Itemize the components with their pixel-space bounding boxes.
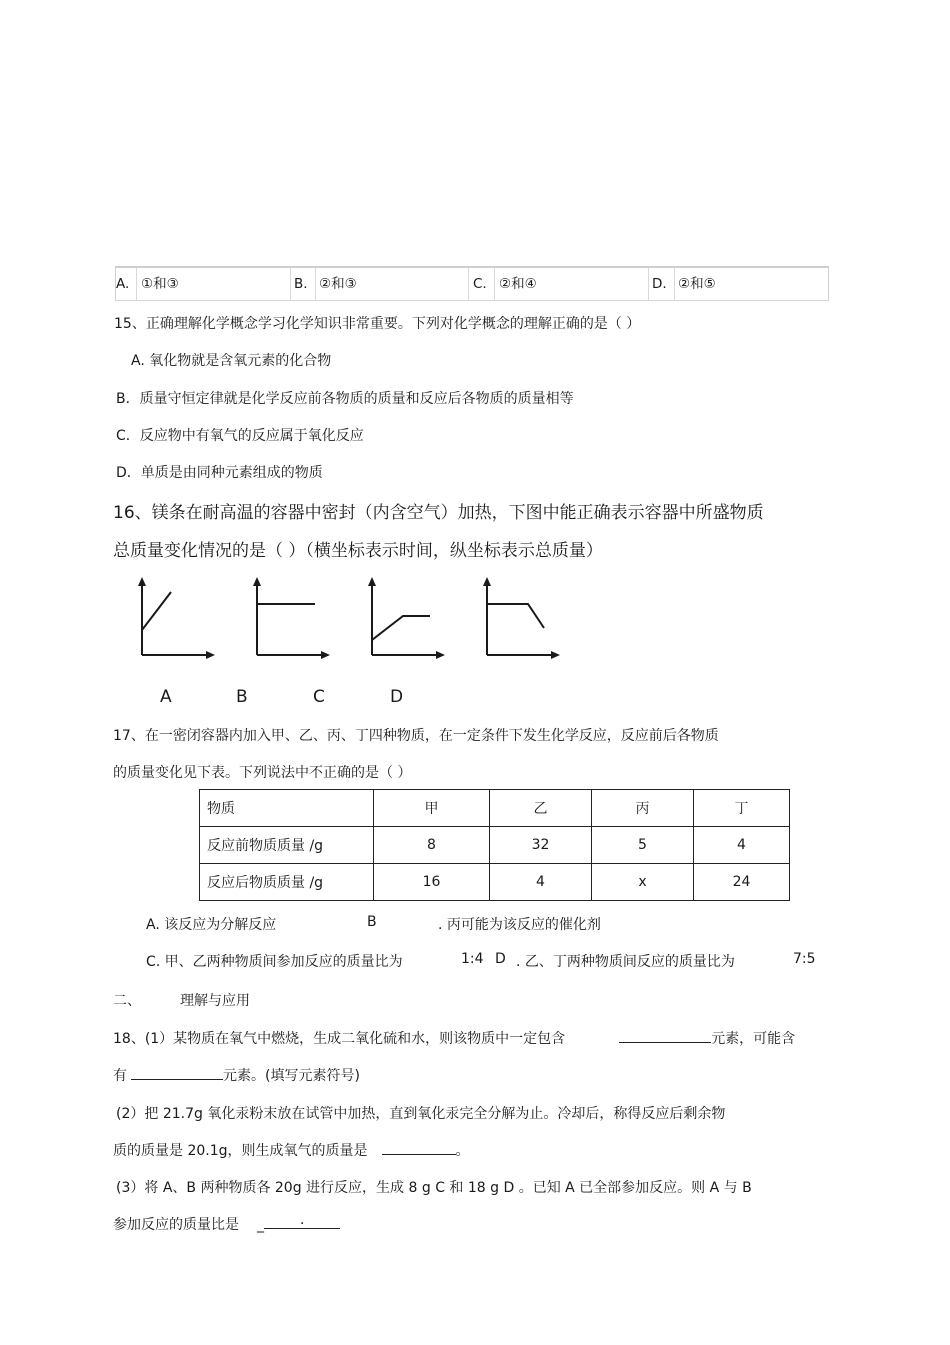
q18-p1-text-c: 有 [113, 1068, 127, 1084]
graph-a [135, 575, 215, 660]
q14-option-text: ①和③ [141, 276, 179, 292]
q17-option-d-text: . 乙、丁两种物质间反应的质量比为 [516, 954, 735, 970]
answer-blank[interactable] [619, 1028, 711, 1043]
answer-blank[interactable] [382, 1140, 456, 1155]
table-cell: 反应后物质质量 /g [200, 864, 374, 901]
table-header-cell: 丙 [592, 790, 694, 827]
q14-option-letter: C. [473, 276, 487, 292]
q18-p2-text-b: 质的质量是 20.1g，则生成氧气的质量是 [113, 1143, 368, 1159]
answer-blank[interactable] [131, 1065, 223, 1080]
q18-p1-text-a: 18、(1）某物质在氧气中燃烧，生成二氧化硫和水，则该物质中一定包含 [113, 1031, 566, 1047]
x-arrow [436, 651, 445, 659]
section-number: 二、 [113, 993, 141, 1009]
table-cell: 4 [694, 827, 790, 864]
q14-option-letter: B. [294, 276, 308, 292]
q14-option-text: ②和④ [499, 276, 537, 292]
y-arrow [253, 577, 261, 586]
table-header-row [200, 790, 790, 827]
q14-option-letter: A. [116, 276, 130, 292]
q18-p3-text-c: _ [257, 1217, 264, 1233]
q18-p2-text-c: 。 [455, 1143, 470, 1159]
graph-label-b: B [236, 687, 248, 707]
divider [136, 268, 137, 301]
table-header-cell: 物质 [200, 790, 374, 827]
q18-p1-line2 [113, 1065, 360, 1085]
table-row [200, 827, 790, 864]
q17-option-d-letter: D [495, 951, 506, 967]
q17-option-d-ratio: 7:5 [793, 951, 816, 967]
table-cell: 8 [374, 827, 490, 864]
mass-curve [372, 616, 430, 640]
graph-label-d: D [390, 687, 404, 707]
graph-b [250, 575, 330, 660]
q15-option-b: B．质量守恒定律就是化学反应前各物质的质量和反应后各物质的质量相等 [116, 391, 574, 407]
q17-stem-line2: 的质量变化见下表。下列说法中不正确的是（ ） [113, 765, 412, 781]
mass-curve [487, 604, 544, 628]
q18-p1-text-b: 元素，可能含 [711, 1031, 796, 1047]
q18-p3-line1: (3）将 A、B 两种物质各 20g 进行反应，生成 8 g C 和 18 g D 。已知 A 已全部参加反应。则 A 与 B [116, 1180, 752, 1196]
graph-label-c: C [313, 687, 325, 707]
q17-option-b-text: . 丙可能为该反应的催化剂 [438, 917, 601, 933]
divider [468, 268, 469, 301]
q15-option-c: C．反应物中有氧气的反应属于氧化反应 [116, 428, 364, 444]
graph-c [365, 575, 445, 660]
mass-curve [142, 592, 171, 630]
q16-stem-line1: 16、镁条在耐高温的容器中密封（内含空气）加热，下图中能正确表示容器中所盛物质 [113, 503, 764, 523]
q14-option-text: ②和③ [319, 276, 357, 292]
q14-options-table [115, 266, 829, 301]
table-cell: 32 [490, 827, 592, 864]
q15-option-d: D．单质是由同种元素组成的物质 [116, 465, 323, 481]
table-cell: 4 [490, 864, 592, 901]
y-arrow [138, 577, 146, 586]
divider [648, 268, 649, 301]
q17-option-b-letter: B [367, 914, 377, 930]
table-cell: 5 [592, 827, 694, 864]
q18-p1-text-d: 元素。(填写元素符号) [223, 1068, 360, 1084]
q18-p3-line2 [113, 1214, 340, 1234]
divider [290, 268, 291, 301]
q17-stem-line1: 17、在一密闭容器内加入甲、乙、丙、丁四种物质，在一定条件下发生化学反应，反应前后各物质 [113, 728, 719, 744]
q18-p3-text-b: 参加反应的质量比是 [113, 1217, 239, 1233]
graph-d [480, 575, 560, 660]
q17-option-c: C. 甲、乙两种物质间参加反应的质量比为 [146, 954, 403, 970]
x-arrow [206, 651, 215, 659]
y-arrow [483, 577, 491, 586]
table-cell: x [592, 864, 694, 901]
q18-p2-line2 [113, 1140, 470, 1160]
q16-stem-line2: 总质量变化情况的是（ ）（横坐标表示时间，纵坐标表示总质量） [113, 541, 603, 561]
graph-label-a: A [160, 687, 172, 707]
x-arrow [321, 651, 330, 659]
q18-p3-text-d: . [300, 1212, 305, 1228]
table-header-cell: 丁 [694, 790, 790, 827]
table-cell: 反应前物质质量 /g [200, 827, 374, 864]
q14-option-text: ②和⑤ [678, 276, 716, 292]
table-header-cell: 乙 [490, 790, 592, 827]
section-title: 理解与应用 [180, 993, 250, 1009]
divider [674, 268, 675, 301]
q15-stem: 15、正确理解化学概念学习化学知识非常重要。下列对化学概念的理解正确的是（ ） [114, 316, 641, 332]
y-arrow [368, 577, 376, 586]
q14-option-letter: D. [652, 276, 667, 292]
table-header-cell: 甲 [374, 790, 490, 827]
divider [494, 268, 495, 301]
q17-option-c-ratio: 1:4 [461, 951, 484, 967]
table-cell: 16 [374, 864, 490, 901]
answer-blank[interactable] [264, 1214, 340, 1229]
table-cell: 24 [694, 864, 790, 901]
q17-option-a: A. 该反应为分解反应 [146, 917, 277, 933]
q15-option-a: A. 氧化物就是含氧元素的化合物 [131, 353, 332, 369]
x-arrow [551, 651, 560, 659]
q18-p1-line1 [113, 1028, 795, 1048]
q18-p2-line1: (2）把 21.7g 氧化汞粉末放在试管中加热，直到氧化汞完全分解为止。冷却后，称得反应后剩余物 [116, 1106, 726, 1122]
table-row [200, 864, 790, 901]
q17-mass-table [199, 789, 790, 901]
divider [315, 268, 316, 301]
